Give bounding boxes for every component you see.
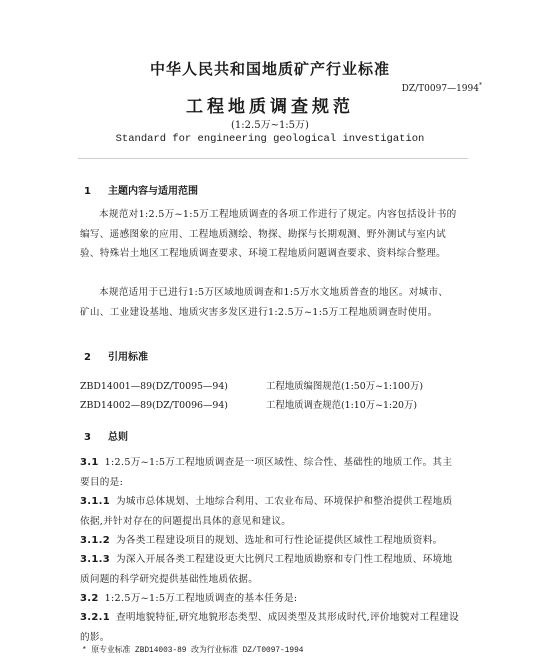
clause-3-1-2 xyxy=(80,531,460,551)
clause-text: 为城市总体规划、土地综合利用、工农业布局、环境保护和整治提供工程地质依据,并针对存在的问题提出具体的意见和建议。 xyxy=(80,496,453,527)
reference-name: 工程地质编图规范(1:50万~1:100万) xyxy=(266,381,423,392)
clause-3-1-3 xyxy=(80,550,460,589)
footnote: * 原专业标准 ZBD14003-89 改为行业标准 DZ/T0097-1994 xyxy=(82,647,304,655)
section-1-heading xyxy=(84,182,198,197)
reference-name: 工程地质调查规范(1:10万~1:20万) xyxy=(266,400,418,411)
reference-code: ZBD14002—89(DZ/T0096—94) xyxy=(80,400,228,411)
clause-text: 1:2.5万~1:5万工程地质调查是一项区域性、综合性、基础性的地质工作。其主要目的是: xyxy=(80,457,453,488)
section-2-number: 2 xyxy=(84,352,91,363)
clause-number: 3.1.2 xyxy=(80,535,110,546)
clause-number: 3.1.3 xyxy=(80,554,110,565)
section-2-heading xyxy=(84,348,148,363)
clause-number: 3.1 xyxy=(80,457,99,468)
clause-number: 3.1.1 xyxy=(80,496,110,507)
clause-number: 3.2 xyxy=(80,593,99,604)
english-title: Standard for engineering geological investigation xyxy=(115,133,425,145)
section-1-title: 主题内容与适用范围 xyxy=(108,186,198,197)
clause-number: 3.2.1 xyxy=(80,612,110,623)
section-1-number: 1 xyxy=(84,186,91,197)
standard-code-text: DZ/T0097—1994 xyxy=(401,84,479,94)
section-2-title: 引用标准 xyxy=(108,352,148,363)
section-1-paragraph-2: 本规范适用于已进行1:5万区域地质调查和1:5万水文地质普查的地区。对城市、矿山、工业建设基地、地质灾害多发区进行1:2.5万~1:5万工程地质调查时使用。 xyxy=(80,287,449,318)
section-3-title: 总则 xyxy=(108,432,128,443)
section-1-paragraph-1: 本规范对1:2.5万~1:5万工程地质调查的各项工作进行了规定。内容包括设计书的编写、遥感图象的应用、工程地质测绘、物探、勘探与长期观测、野外测试与室内试验、特殊岩土地区工程地质调查要求、环境工程地质问题调查要求、资料综合整理。 xyxy=(80,209,457,259)
document-title: 工程地质调查规范 xyxy=(186,97,354,117)
reference-code: ZBD14001—89(DZ/T0095—94) xyxy=(80,381,228,392)
clause-text: 1:2.5万~1:5万工程地质调查的基本任务是: xyxy=(104,593,298,604)
standard-code-mark: * xyxy=(479,82,482,89)
clause-3-1 xyxy=(80,453,460,492)
clause-text: 为各类工程建设项目的规划、选址和可行性论证提供区域性工程地质资料。 xyxy=(115,535,443,546)
clause-text: 查明地貌特征,研究地貌形态类型、成因类型及其形成时代,评价地貌对工程建设的影。 xyxy=(80,612,460,643)
header-divider xyxy=(78,158,468,159)
clause-3-2 xyxy=(80,589,460,609)
standard-category-heading: 中华人民共和国地质矿产行业标准 xyxy=(149,60,390,78)
section-3-number: 3 xyxy=(84,432,91,443)
reference-row xyxy=(80,378,423,392)
scale-subtitle: (1:2.5万~1:5万) xyxy=(231,120,309,131)
clause-text: 为深入开展各类工程建设更大比例尺工程地质勘察和专门性工程地质、环境地质问题的科学研究提供基础性地质依据。 xyxy=(80,554,453,585)
reference-row xyxy=(80,397,417,411)
clause-3-1-1 xyxy=(80,492,460,531)
clause-3-2-1 xyxy=(80,608,460,647)
section-3-heading xyxy=(84,428,128,443)
